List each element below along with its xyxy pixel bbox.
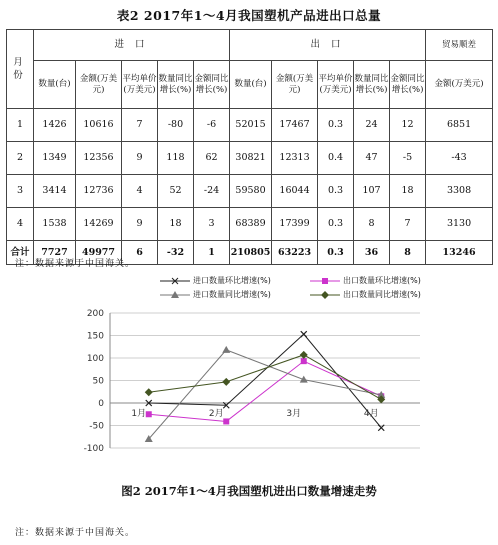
table-cell-month: 1 [7,109,34,142]
table-cell-month: 3 [7,175,34,208]
col-header: 数量(台) [230,61,272,109]
table-cell-month: 2 [7,142,34,175]
table-cell-imp-amt-yoy: -24 [194,175,230,208]
total-cell-exp-amt: 63223 [272,241,318,265]
legend-swatch-triangle-icon [160,291,190,299]
table-cell-exp-qty: 68389 [230,208,272,241]
total-cell-exp-qty-yoy: 36 [354,241,390,265]
source-note-bottom: 注：数据来源于中国海关。 [15,528,136,538]
x-tick-label: 1月 [131,409,147,419]
table-cell-imp-amt: 14269 [76,208,122,241]
total-cell-imp-price: 6 [122,241,158,265]
data-point [223,418,229,424]
legend-label: 进口数量同比增速(%) [193,290,271,299]
table-cell-exp-price: 0.3 [318,175,354,208]
table-cell-exp-qty-yoy: 107 [354,175,390,208]
table-cell-imp-qty: 1538 [34,208,76,241]
data-point [222,378,230,386]
import-group-header: 进 口 [34,30,230,61]
total-cell-exp-amt-yoy: 8 [390,241,426,265]
figure-caption: 图2 2017年1～4月我国塑机进出口数量增速走势 [121,484,377,498]
total-cell-exp-qty: 210805 [230,241,272,265]
y-tick-label: 100 [86,354,104,364]
table-cell-imp-price: 4 [122,175,158,208]
legend-item [310,289,421,300]
col-header: 数量(台) [34,61,76,109]
table-cell-month: 4 [7,208,34,241]
table-cell-imp-amt: 12736 [76,175,122,208]
col-header: 金额(万美元) [272,61,318,109]
col-header: 平均单价(万美元) [318,61,354,109]
y-tick-label: 0 [98,399,104,409]
data-point [222,346,230,353]
table-cell-imp-amt-yoy: -6 [194,109,230,142]
table-cell-exp-amt: 17399 [272,208,318,241]
y-tick-label: 50 [92,376,104,387]
x-tick-label: 2月 [208,409,224,419]
y-tick-label: 150 [86,331,104,342]
table-cell-exp-qty: 30821 [230,142,272,175]
col-header: 金额同比增长(%) [194,61,230,109]
table-row [7,142,493,175]
y-tick-label: -100 [83,444,104,454]
table-cell-imp-qty-yoy: 18 [158,208,194,241]
table-cell-imp-price: 7 [122,109,158,142]
table-cell-balance: 6851 [426,109,493,142]
legend-label: 出口数量环比增速(%) [343,276,421,285]
y-tick-label: -50 [89,421,104,432]
table-cell-exp-qty-yoy: 47 [354,142,390,175]
y-tick-label: 200 [86,309,104,319]
growth-line-chart [0,305,498,465]
table-cell-exp-qty-yoy: 24 [354,109,390,142]
col-header: 数量同比增长(%) [158,61,194,109]
table-row [7,175,493,208]
trade-table [6,29,493,265]
total-cell-imp-qty-yoy: -32 [158,241,194,265]
col-header: 数量同比增长(%) [354,61,390,109]
table-cell-exp-price: 0.3 [318,109,354,142]
total-cell-exp-price: 0.3 [318,241,354,265]
data-point [145,388,153,396]
total-cell-month: 合计 [7,241,34,265]
table-row [7,208,493,241]
legend-swatch-square-icon [310,277,340,285]
x-tick-label: 3月 [286,409,302,419]
col-header: 金额同比增长(%) [390,61,426,109]
legend-item [160,275,271,286]
series-line [149,355,382,400]
table-cell-exp-amt: 17467 [272,109,318,142]
table-cell-imp-qty: 1349 [34,142,76,175]
table-cell-imp-price: 9 [122,208,158,241]
table-cell-balance: 3308 [426,175,493,208]
table-cell-exp-amt-yoy: 7 [390,208,426,241]
table-cell-exp-amt-yoy: 18 [390,175,426,208]
table-cell-imp-amt: 10616 [76,109,122,142]
data-point [301,358,307,364]
legend-swatch-x-icon [160,277,190,285]
table-cell-exp-amt: 16044 [272,175,318,208]
total-cell-imp-amt: 49977 [76,241,122,265]
table-cell-imp-amt-yoy: 62 [194,142,230,175]
table-cell-imp-qty-yoy: 52 [158,175,194,208]
legend-item [310,275,421,286]
total-cell-balance: 13246 [426,241,493,265]
table-cell-exp-price: 0.4 [318,142,354,175]
table-title: 表2 2017年1～4月我国塑机产品进出口总量 [116,8,382,23]
total-cell-imp-amt-yoy: 1 [194,241,230,265]
table-cell-exp-amt-yoy: -5 [390,142,426,175]
table-cell-imp-price: 9 [122,142,158,175]
col-header: 金额(万美元) [76,61,122,109]
table-cell-exp-amt: 12313 [272,142,318,175]
table-cell-balance: 3130 [426,208,493,241]
export-group-header: 出 口 [230,30,426,61]
legend-label: 进口数量环比增速(%) [193,276,271,285]
table-cell-exp-qty: 59580 [230,175,272,208]
legend-swatch-diamond-icon [310,291,340,299]
chart-legend [160,275,450,303]
table-cell-exp-qty: 52015 [230,109,272,142]
table-cell-imp-qty: 1426 [34,109,76,142]
table-cell-exp-price: 0.3 [318,208,354,241]
source-note: 注：数据来源于中国海关。 [15,259,136,269]
table-row [7,109,493,142]
data-point [301,331,307,337]
month-header: 月份 [7,30,34,109]
table-cell-imp-amt-yoy: 3 [194,208,230,241]
col-header: 平均单价(万美元) [122,61,158,109]
table-cell-imp-qty: 3414 [34,175,76,208]
balance-group-header: 贸易顺差 [426,30,493,61]
table-cell-imp-qty-yoy: 118 [158,142,194,175]
legend-label: 出口数量同比增速(%) [343,290,421,299]
total-cell-imp-qty: 7727 [34,241,76,265]
table-cell-exp-qty-yoy: 8 [354,208,390,241]
col-header: 金额(万美元) [426,61,493,109]
table-cell-imp-qty-yoy: -80 [158,109,194,142]
data-point [300,376,308,383]
table-cell-imp-amt: 12356 [76,142,122,175]
table-cell-balance: -43 [426,142,493,175]
data-point [146,411,152,417]
x-tick-label: 4月 [363,409,379,419]
legend-item [160,289,271,300]
table-cell-exp-amt-yoy: 12 [390,109,426,142]
